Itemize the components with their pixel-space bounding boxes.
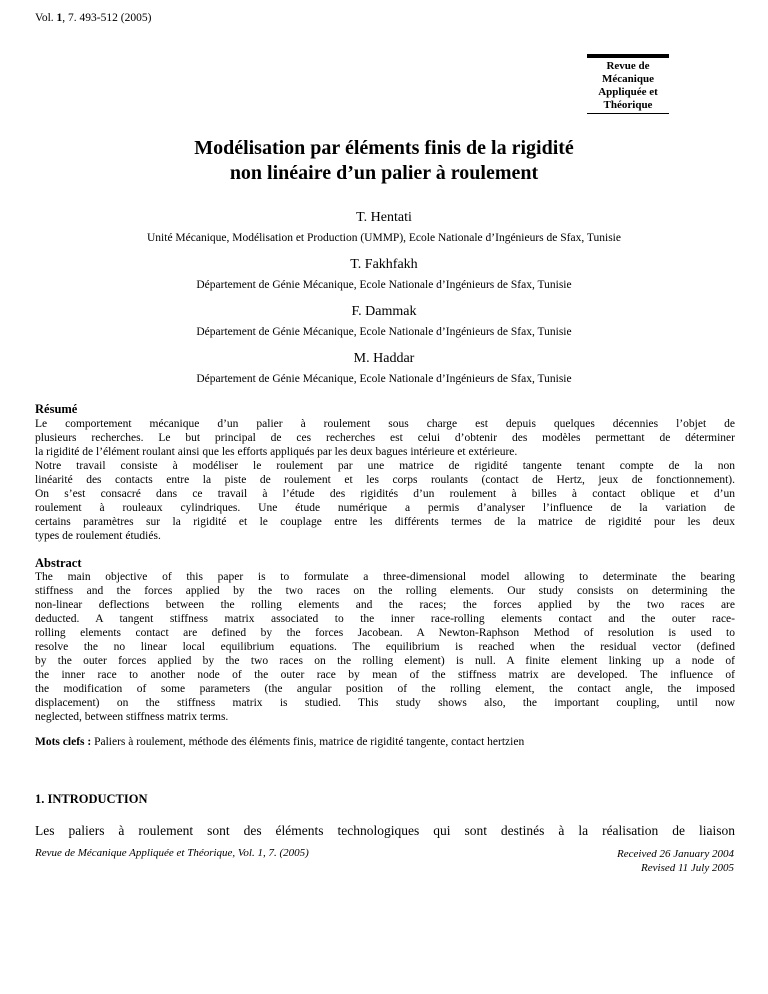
abstract-line: the modification of some parameters (the angular position of the rolling element, the contact angle, the imposed (35, 683, 735, 695)
journal-name-box (587, 54, 669, 114)
abstract-line: The main objective of this paper is to formulate a three-dimensional model allowing to determinate the bearing (35, 571, 735, 583)
abstract-line: the inner race to another node of the outer race by mean of the stiffness matrix are developed. The influence of (35, 669, 735, 681)
keywords (35, 736, 524, 748)
author-name: T. Fakhfakh (350, 257, 418, 272)
abstract-line: displacement) on the stiffness matrix is studied. This study shows also, the important coupling, until now (35, 697, 735, 709)
resume-heading: Résumé (35, 402, 78, 416)
resume-line: Notre travail consiste à modéliser le roulement par une matrice de rigidité tangente tenant compte de la non (35, 460, 735, 472)
author-affiliation: Département de Génie Mécanique, Ecole Nationale d’Ingénieurs de Sfax, Tunisie (196, 373, 572, 385)
volume-header (35, 12, 151, 24)
resume-line: types de roulement étudiés. (35, 530, 161, 542)
author-name: M. Haddar (353, 351, 415, 366)
journal-line: Mécanique (602, 73, 654, 85)
received-date: Received 26 January 2004 (617, 848, 734, 860)
abstract-line: non-linear deflections between the rolling elements and the races; the forces applied by the two races are (35, 599, 735, 611)
revised-date: Revised 11 July 2005 (641, 862, 734, 874)
author-affiliation: Unité Mécanique, Modélisation et Production (UMMP), Ecole Nationale d’Ingénieurs de Sfax, Tunisie (147, 232, 621, 244)
resume-line: roulement à rouleaux cylindriques. Une étude numérique a permis d’analyser l’influence de la variation de (35, 502, 735, 514)
journal-line: Théorique (603, 99, 653, 111)
abstract-line: resolve the no linear local equilibrium equations. The equilibrium is reached when the residual vector (defined (35, 641, 735, 653)
introduction-heading: 1. INTRODUCTION (35, 792, 148, 806)
title-line-1: Modélisation par éléments finis de la rigidité (194, 137, 574, 159)
abstract-body (35, 570, 735, 724)
author-affiliation: Département de Génie Mécanique, Ecole Nationale d’Ingénieurs de Sfax, Tunisie (196, 279, 572, 291)
paper-title (0, 136, 768, 186)
resume-line: linéarité des contacts entre la piste de roulement et les corps roulants (contact de Hertz, jeux de fonctionnement). (35, 474, 735, 486)
resume-line: plusieurs recherches. Le but principal de ces recherches est celui d’obtenir des modèles permettant de déterminer (35, 432, 735, 444)
resume-line: certains paramètres sur la rigidité et le couplage entre les différents termes de la matrice de rigidité pour les deux (35, 516, 735, 528)
volume-prefix: Vol. (35, 12, 57, 24)
abstract-line: rolling elements contact are defined by the forces Jacobean. A Newton-Raphson Method of resolution is used to (35, 627, 735, 639)
journal-line: Appliquée et (598, 86, 658, 98)
resume-line: On s’est consacré dans ce travail à l’étude des rigidités d’un roulement à billes à contact oblique et d’un (35, 488, 735, 500)
author-name: T. Hentati (356, 210, 412, 225)
abstract-line: neglected, between stiffness matrix terms. (35, 711, 229, 723)
author-name: F. Dammak (351, 304, 417, 319)
abstract-line: by the outer forces applied by the two races on the rolling element) is null. A finite element linking up a node of (35, 655, 735, 667)
abstract-line: stiffness and the forces applied by the two races on the rolling elements. Our study consists on determining the (35, 585, 735, 597)
keywords-text: Paliers à roulement, méthode des éléments finis, matrice de rigidité tangente, contact hertzien (91, 736, 525, 748)
resume-line: Le comportement mécanique d’un palier à roulement sous charge est depuis quelques décennies l’objet de (35, 418, 735, 430)
footer-citation: Revue de Mécanique Appliquée et Théorique, Vol. 1, 7. (2005) (35, 847, 309, 859)
resume-line: la rigidité de l’élément roulant ainsi que les efforts appliqués par les deux bagues intérieure et extérieure. (35, 446, 518, 458)
keywords-label: Mots clefs : (35, 736, 92, 748)
title-line-2: non linéaire d’un palier à roulement (229, 162, 539, 184)
abstract-heading: Abstract (35, 556, 82, 570)
journal-line: Revue de (606, 60, 650, 72)
abstract-line: deducted. A tangent stiffness matrix associated to the inner race-rolling elements contact and the outer race- (35, 613, 735, 625)
author-affiliation: Département de Génie Mécanique, Ecole Nationale d’Ingénieurs de Sfax, Tunisie (196, 326, 572, 338)
volume-number: 1 (56, 12, 63, 24)
volume-rest: , 7. 493-512 (2005) (62, 12, 152, 24)
resume-body (35, 417, 735, 543)
footer-dates (617, 847, 734, 875)
introduction-text: Les paliers à roulement sont des éléments technologiques qui sont destinés à la réalisation de liaison (35, 823, 735, 838)
